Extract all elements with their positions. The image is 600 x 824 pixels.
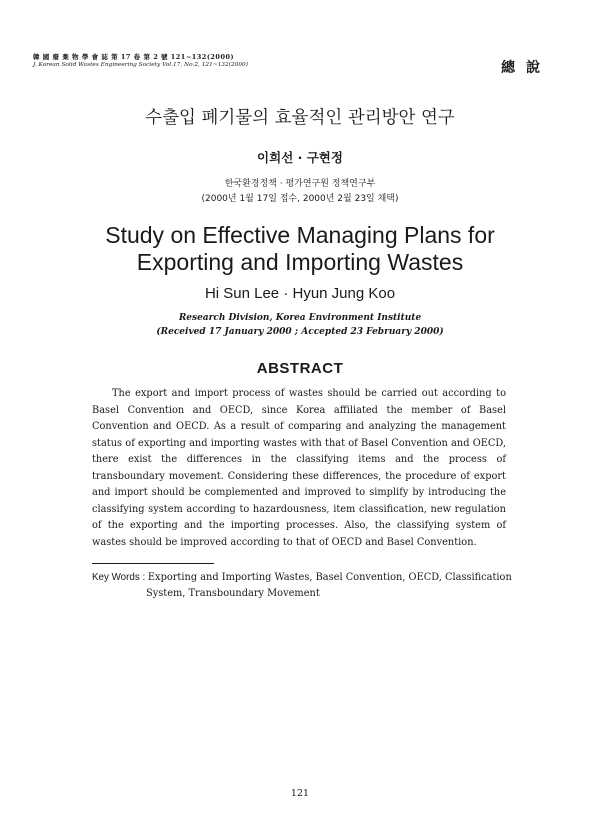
abstract-body: The export and import process of wastes should be carried out according to Basel Convention and OECD, since Korea affiliated the member of Basel Convention and OECD. As a result of comparing and analyzing the management status of exporting and importing wastes with that of Basel Convention and OECD, there exist the differences in the classifying items and the process of transboundary movement. Considering these differences, the procedure of export and import should be complemented and improved to simplify by introducing the classifying system according to hazardousness, item classification, new regulation of the exporting and the importing processes. Also, the classifying system of wastes should be improved according to that of OECD and Basel Convention.	[92, 388, 506, 548]
keywords-line	[92, 570, 522, 586]
keywords-text-2: System, Transboundary Movement	[146, 588, 320, 599]
title-english-line-2: Exporting and Importing Wastes	[136, 249, 464, 275]
keywords-text-1: Exporting and Importing Wastes, Basel Convention, OECD, Classification	[147, 572, 512, 583]
affiliation-english-block	[0, 311, 600, 339]
abstract-heading: ABSTRACT	[256, 360, 344, 377]
keywords-label: Key Words :	[92, 572, 148, 583]
dates-korean: (2000년 1월 17일 접수, 2000년 2월 23일 채택)	[201, 194, 399, 204]
title-korean: 수출입 폐기물의 효율적인 관리방안 연구	[145, 108, 455, 128]
title-english-line-1: Study on Effective Managing Plans for	[105, 222, 495, 248]
page-number: 121	[290, 788, 310, 799]
affiliation-english: Research Division, Korea Environment Institute	[178, 313, 422, 323]
journal-header-english: J. Korean Solid Wastes Engineering Society Vol.17, No.2, 121~132(2000)	[33, 62, 248, 68]
section-tag: 總 說	[501, 60, 543, 76]
journal-header-korean: 韓 國 廢 棄 物 學 會 誌 第 17 卷 第 2 號 121~132(2000)	[33, 53, 235, 61]
dates-english: (Received 17 January 2000 ; Accepted 23 February 2000)	[156, 327, 444, 337]
affiliation-korean: 한국환경정책 · 평가연구원 정책연구부	[224, 179, 376, 189]
title-english	[0, 222, 600, 276]
keywords-divider	[92, 563, 214, 564]
authors-english: Hi Sun Lee · Hyun Jung Koo	[204, 285, 396, 302]
authors-korean: 이희선 · 구현정	[257, 150, 343, 165]
